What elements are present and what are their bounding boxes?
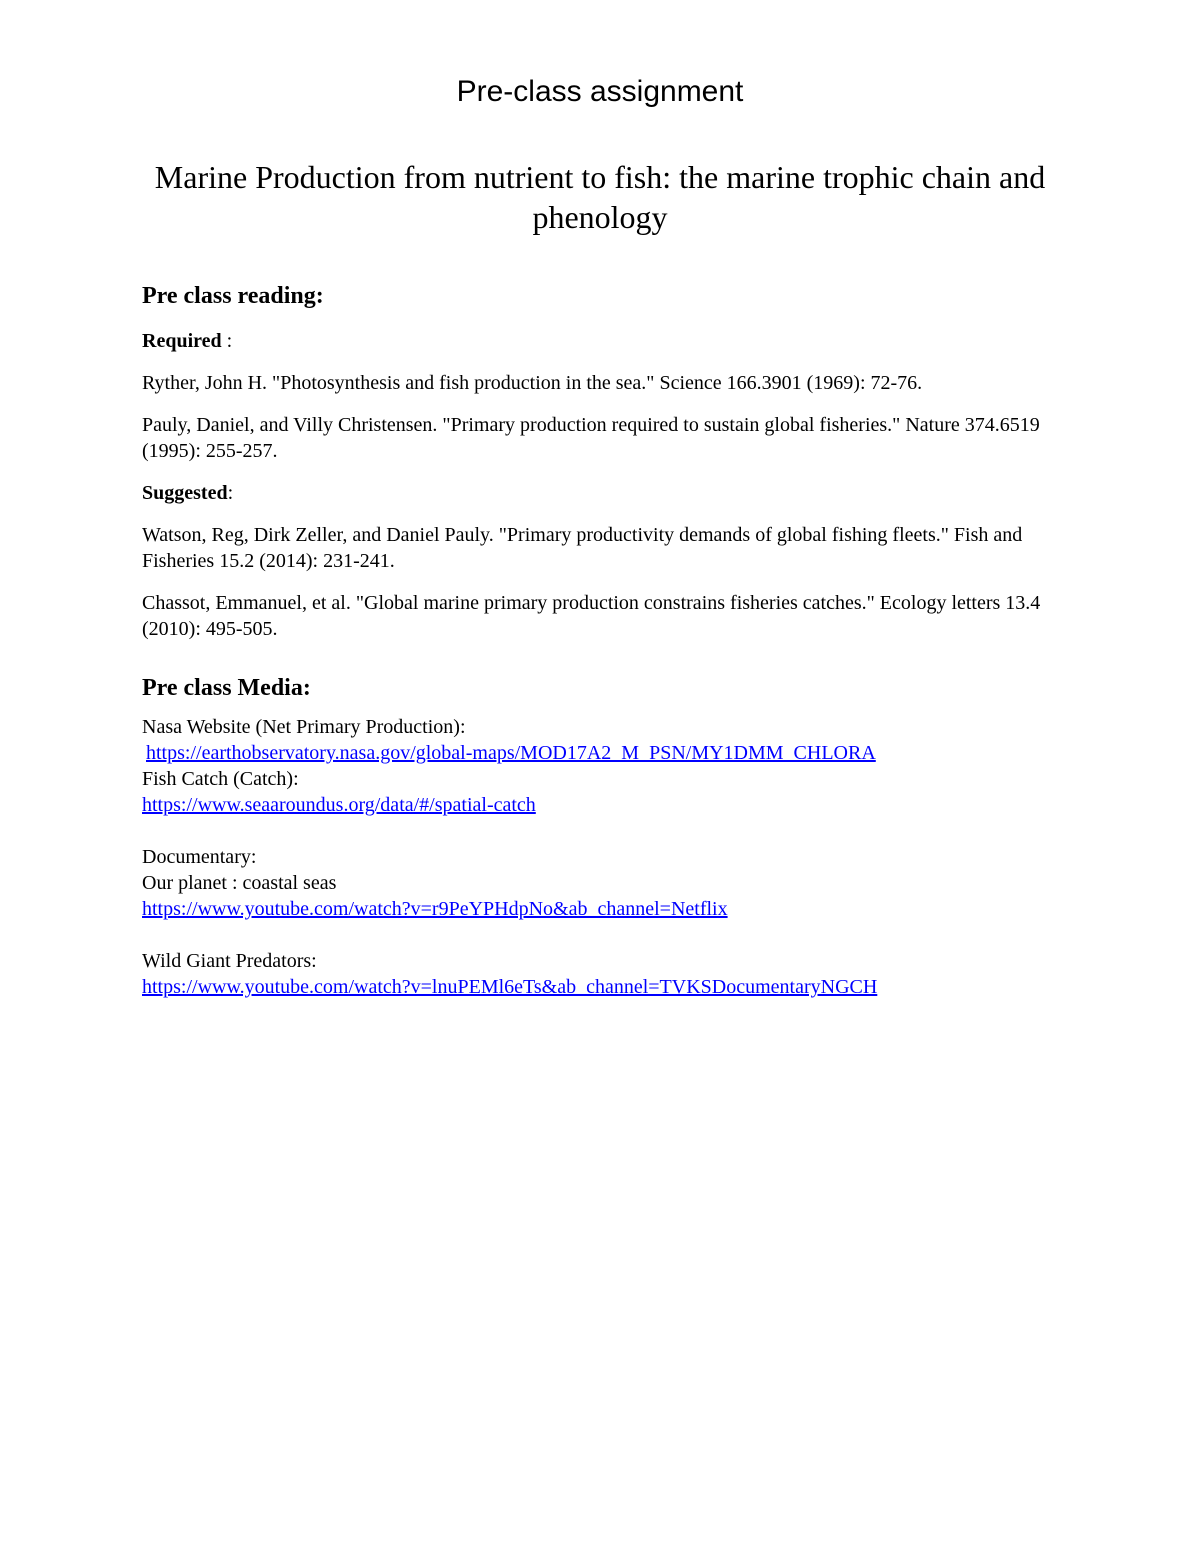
media-heading: Pre class Media: <box>142 675 311 701</box>
suggested-label-suffix: : <box>227 482 234 504</box>
required-heading <box>142 328 1042 354</box>
nasa-label: Nasa Website (Net Primary Production): <box>142 716 466 738</box>
catch-link[interactable]: https://www.seaaroundus.org/data/#/spatial-catch <box>142 794 536 816</box>
spacer <box>142 922 1042 948</box>
reading-heading: Pre class reading: <box>142 283 324 309</box>
required-reference-2: Pauly, Daniel, and Villy Christensen. "Primary production required to sustain global fisheries." Nature 374.6519 (1995): 255-257. <box>142 414 1040 462</box>
suggested-heading <box>142 480 1042 506</box>
suggested-reference-1: Watson, Reg, Dirk Zeller, and Daniel Pauly. "Primary productivity demands of global fishing fleets." Fish and Fisheries 15.2 (2014): 231-241. <box>142 524 1023 572</box>
suggested-label: Suggested <box>142 482 228 504</box>
documentary-link[interactable]: https://www.youtube.com/watch?v=r9PeYPHdpNo&ab_channel=Netflix <box>142 898 728 920</box>
documentary-link-row <box>142 896 1042 922</box>
required-label: Required <box>142 330 222 352</box>
required-label-suffix: : <box>221 330 233 352</box>
nasa-link-row <box>142 740 1042 766</box>
predators-link[interactable]: https://www.youtube.com/watch?v=lnuPEMl6eTs&ab_channel=TVKSDocumentaryNGCH <box>142 976 878 998</box>
page-header: Pre-class assignment <box>456 75 744 108</box>
catch-label: Fish Catch (Catch): <box>142 768 299 790</box>
predators-label: Wild Giant Predators: <box>142 950 317 972</box>
required-reference-1: Ryther, John H. "Photosynthesis and fish production in the sea." Science 166.3901 (1969): 72-76. <box>142 372 923 394</box>
documentary-title: Our planet : coastal seas <box>142 872 337 894</box>
predators-link-row <box>142 974 1042 1000</box>
suggested-reference-2: Chassot, Emmanuel, et al. "Global marine primary production constrains fisheries catches." Ecology letters 13.4 (2010): 495-505. <box>142 592 1041 640</box>
spacer <box>142 818 1042 844</box>
documentary-label: Documentary: <box>142 846 257 868</box>
catch-link-row <box>142 792 1042 818</box>
document-content <box>142 280 1042 1000</box>
nasa-link[interactable]: https://earthobservatory.nasa.gov/global-maps/MOD17A2_M_PSN/MY1DMM_CHLORA <box>146 742 876 764</box>
document-title: Marine Production from nutrient to fish: the marine trophic chain and phenology <box>154 159 1046 235</box>
